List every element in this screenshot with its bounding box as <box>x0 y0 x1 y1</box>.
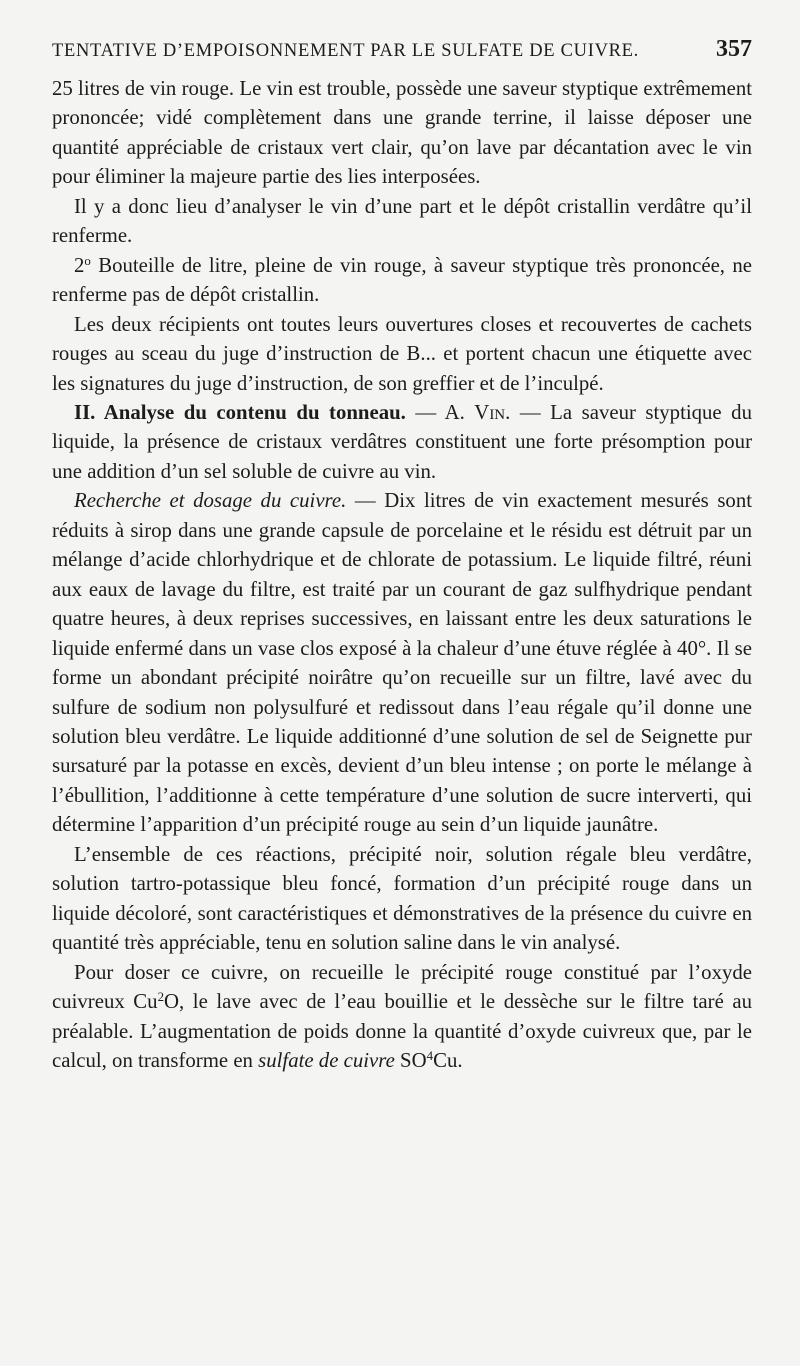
formula-superscript: 4 <box>426 1048 434 1063</box>
paragraph-2: Il y a donc lieu d’analyser le vin d’une part et le dépôt cristallin verdâtre qu’il renferme. <box>52 194 752 248</box>
item-number: 2 <box>74 253 85 277</box>
page-number: 357 <box>716 36 752 62</box>
degree-sign: o <box>84 253 91 268</box>
paragraph-8-text-b: O, le lave avec de l’eau bouillie et le dessèche sur le filtre taré au préalable. L’augmentation de poids donne la quantité d’oxyde cuivreux que, par le calcul, on transforme en <box>52 990 752 1072</box>
formula-superscript: 2 <box>157 989 165 1004</box>
paragraph-1: 25 litres de vin rouge. Le vin est trouble, possède une saveur styptique extrêmement prononcée; vidé complètement dans une grande terrine, il laisse déposer une quantité appréciable de cristaux vert clair, qu’on lave par décantation avec le vin pour éliminer la majeure partie des lies interposées. <box>52 77 752 189</box>
paragraph-4: Les deux récipients ont toutes leurs ouvertures closes et recouvertes de cachets rouges au sceau du juge d’instruction de B... et portent chacun une étiquette avec les signatures du juge d’instruction, de son greffier et de l’inculpé. <box>52 312 752 395</box>
paragraph-6 <box>52 486 752 839</box>
paragraph-8-text-c: SO <box>394 1048 427 1072</box>
section-heading: II. Analyse du contenu du tonneau. <box>74 400 406 424</box>
italic-term: sulfate de cuivre <box>258 1048 395 1072</box>
paragraph-6-text: — Dix litres de vin exactement mesurés sont réduits à sirop dans une grande capsule de porcelaine et le résidu est détruit par un mélange d’acide chlorhydrique et de chlorate de potassium. Le liquide filtré, réuni aux eaux de lavage du filtre, est traité par un courant de gaz sulfhydrique pendant quatre heures, à deux reprises successives, en laissant entre les deux saturations le liquide enfermé dans un vase clos exposé à la chaleur d’une étuve réglée à 40°. Il se forme un abondant précipité noirâtre qu’on recueille sur un filtre, lavé avec du sulfure de sodium non polysulfuré et redissout dans l’eau régale qu’il donne une solution bleu verdâtre. Le liquide additionné d’une solution de sel de Seignette pur sursaturé par la potasse en excès, devient d’un bleu intense ; on porte le mélange à l’ébullition, l’additionne à cette température d’une solution de sucre interverti, qui détermine l’apparition d’un précipité rouge au sein d’un liquide jaunâtre. <box>52 489 752 837</box>
paragraph-8 <box>52 958 752 1076</box>
paragraph-3 <box>52 251 752 310</box>
running-head <box>52 36 752 70</box>
running-title: TENTATIVE D’EMPOISONNEMENT PAR LE SULFATE DE CUIVRE. <box>52 41 640 61</box>
paragraph-8-text-d: Cu. <box>433 1048 463 1072</box>
body-text <box>52 74 752 1075</box>
subsection-label: Vin <box>474 400 506 424</box>
paragraph-7: L’ensemble de ces réactions, précipité noir, solution régale bleu verdâtre, solution tartro-potassique bleu foncé, formation d’un précipité rouge dans un liquide décoloré, sont caractéristiques et démonstratives de la présence du cuivre en quantité très appréciable, tenu en solution saline dans le vin analysé. <box>52 842 752 955</box>
subsection-heading: Recherche et dosage du cuivre. <box>74 489 347 513</box>
paragraph-5-text: . — La saveur styptique du liquide, la présence de cristaux verdâtres constituent une forte présomption pour une addition d’un sel soluble de cuivre au vin. <box>52 400 752 483</box>
paragraph-3-text: Bouteille de litre, pleine de vin rouge, à saveur styptique très prononcée, ne renferme pas de dépôt cristallin. <box>52 253 752 307</box>
paragraph-8-text-a: Pour doser ce cuivre, on recueille le précipité rouge constitué par l’oxyde cuivreux Cu <box>52 960 752 1014</box>
section-dash: — A. <box>405 400 475 424</box>
paragraph-5 <box>52 398 752 486</box>
